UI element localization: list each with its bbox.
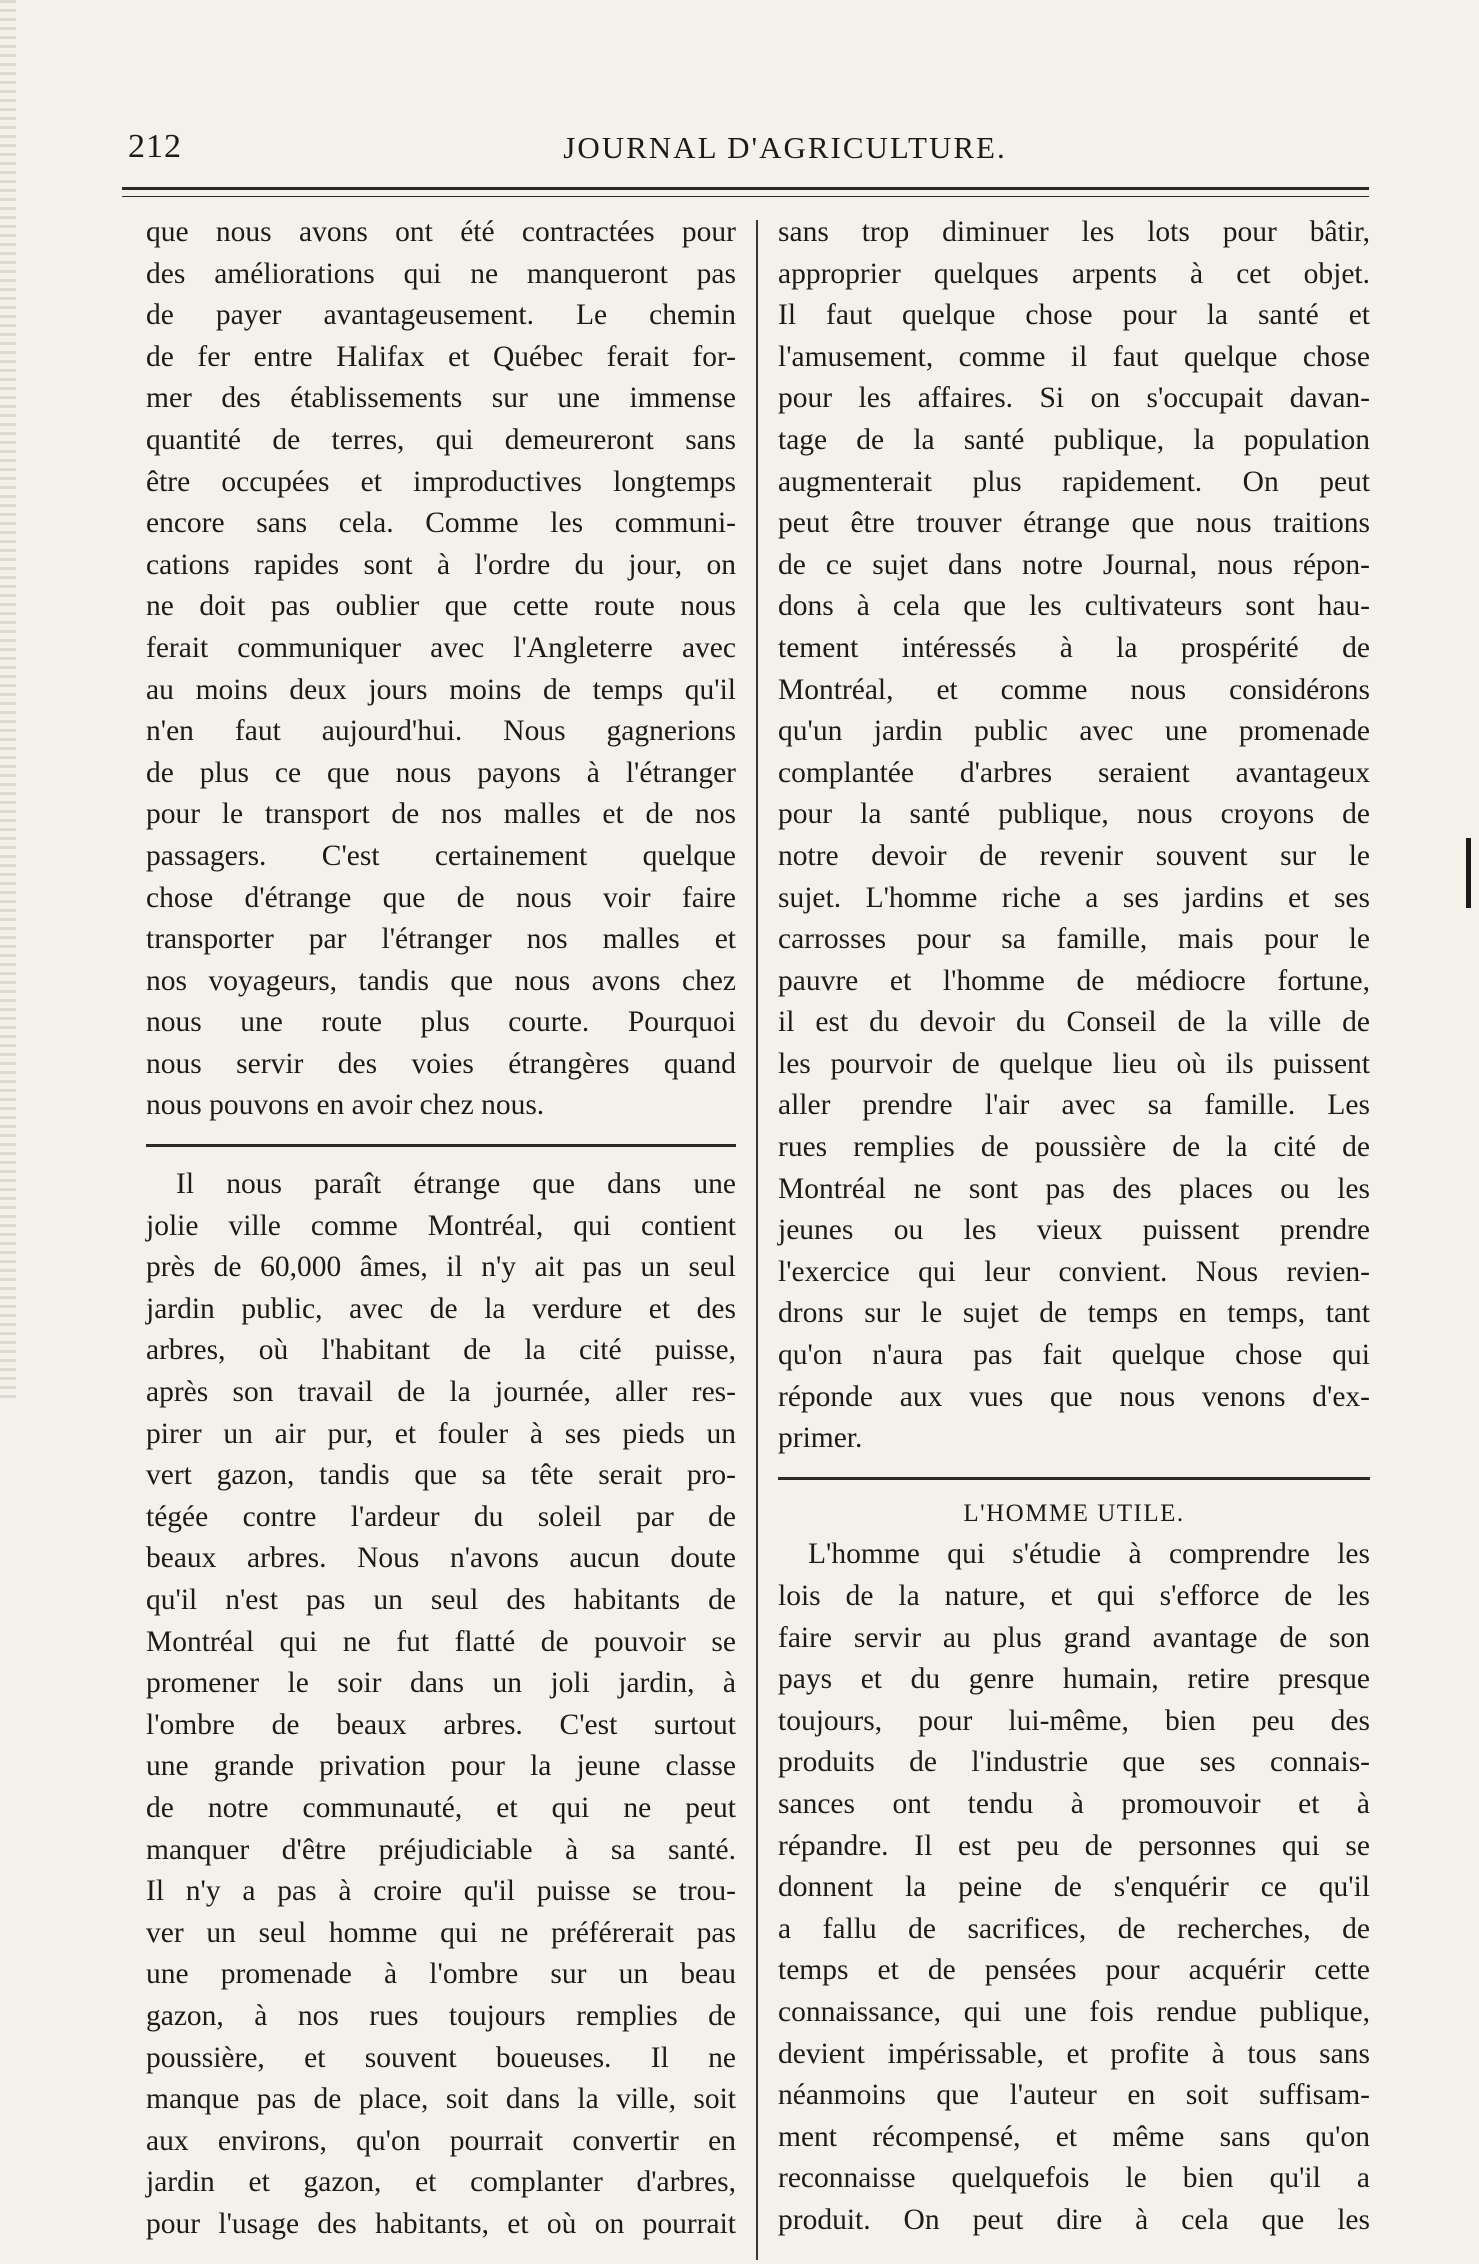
text-line: de ce sujet dans notre Journal, nous répon- bbox=[778, 548, 1370, 581]
text-line: pour l'usage des habitants, et où on pourrait bbox=[146, 2207, 736, 2240]
text-line: complantée d'arbres seraient avantageux bbox=[778, 756, 1370, 789]
text-line: l'exercice qui leur convient. Nous revien- bbox=[778, 1255, 1370, 1288]
text-line: Montréal, et comme nous considérons bbox=[778, 673, 1370, 706]
text-line: carrosses pour sa famille, mais pour le bbox=[778, 923, 1370, 956]
text-line: donnent la peine de s'enquérir ce qu'il bbox=[778, 1871, 1370, 1904]
text-line: au moins deux jours moins de temps qu'il bbox=[146, 673, 736, 706]
text-line: aux environs, qu'on pourrait convertir en bbox=[146, 2124, 736, 2157]
text-line: produits de l'industrie que ses connais- bbox=[778, 1746, 1370, 1779]
text-line: pour la santé publique, nous croyons de bbox=[778, 798, 1370, 831]
text-line: augmenterait plus rapidement. On peut bbox=[778, 465, 1370, 498]
text-line: poussière, et souvent boueuses. Il ne bbox=[146, 2041, 736, 2074]
text-line: arbres, où l'habitant de la cité puisse, bbox=[146, 1334, 736, 1367]
text-line: primer. bbox=[778, 1422, 863, 1455]
text-line: pauvre et l'homme de médiocre fortune, bbox=[778, 964, 1370, 997]
text-line: promener le soir dans un joli jardin, à bbox=[146, 1667, 736, 1700]
text-line: Montréal qui ne fut flatté de pouvoir se bbox=[146, 1625, 736, 1658]
text-line: l'amusement, comme il faut quelque chose bbox=[778, 340, 1370, 373]
text-line: temps et de pensées pour acquérir cette bbox=[778, 1954, 1370, 1987]
text-line: nous pouvons en avoir chez nous. bbox=[146, 1089, 545, 1122]
text-line: drons sur le sujet de temps en temps, tant bbox=[778, 1297, 1370, 1330]
text-line: pirer un air pur, et fouler à ses pieds un bbox=[146, 1417, 736, 1450]
text-line: produit. On peut dire à cela que les bbox=[778, 2203, 1370, 2236]
text-line: Il faut quelque chose pour la santé et bbox=[778, 299, 1370, 332]
article-subheading: L'HOMME UTILE. bbox=[963, 1499, 1185, 1527]
text-line: n'en faut aujourd'hui. Nous gagnerions bbox=[146, 715, 736, 748]
text-line: manque pas de place, soit dans la ville, soit bbox=[146, 2083, 736, 2116]
text-line: transporter par l'étranger nos malles et bbox=[146, 923, 736, 956]
text-line: quantité de terres, qui demeureront sans bbox=[146, 423, 736, 456]
text-line: toujours, pour lui-même, bien peu des bbox=[778, 1704, 1370, 1737]
text-line: l'ombre de beaux arbres. C'est surtout bbox=[146, 1708, 736, 1741]
text-line: des améliorations qui ne manqueront pas bbox=[146, 257, 736, 290]
text-line: nous servir des voies étrangères quand bbox=[146, 1047, 736, 1080]
text-line: qu'il n'est pas un seul des habitants de bbox=[146, 1584, 736, 1616]
header-rule-thin bbox=[122, 196, 1369, 197]
text-line: peut être trouver étrange que nous traitions bbox=[778, 507, 1370, 540]
text-line: dons à cela que les cultivateurs sont hau- bbox=[778, 590, 1370, 623]
text-line: Montréal ne sont pas des places ou les bbox=[778, 1172, 1370, 1205]
text-line: ferait communiquer avec l'Angleterre avec bbox=[146, 631, 736, 664]
page-number: 212 bbox=[128, 128, 182, 165]
text-line: chose d'étrange que de nous voir faire bbox=[146, 881, 736, 914]
text-line: après son travail de la journée, aller res- bbox=[146, 1376, 736, 1409]
text-line: être occupées et improductives longtemps bbox=[146, 465, 736, 498]
text-line: approprier quelques arpents à cet objet. bbox=[778, 257, 1370, 290]
text-line: il est du devoir du Conseil de la ville de bbox=[778, 1006, 1370, 1039]
text-line: rues remplies de poussière de la cité de bbox=[778, 1131, 1370, 1164]
text-line: jardin public, avec de la verdure et des bbox=[146, 1292, 736, 1325]
text-line: réponde aux vues que nous venons d'ex- bbox=[778, 1380, 1370, 1413]
text-line: beaux arbres. Nous n'avons aucun doute bbox=[146, 1542, 736, 1575]
header-rule-thick bbox=[122, 187, 1369, 190]
text-line: cations rapides sont à l'ordre du jour, on bbox=[146, 548, 736, 581]
column-divider bbox=[756, 220, 758, 2260]
text-line: ne doit pas oublier que cette route nous bbox=[146, 590, 736, 623]
text-line: de plus ce que nous payons à l'étranger bbox=[146, 756, 736, 789]
left-column bbox=[146, 212, 736, 2246]
margin-mark bbox=[1466, 838, 1471, 908]
right-column bbox=[778, 212, 1370, 2242]
text-line: jardin et gazon, et complanter d'arbres, bbox=[146, 2166, 736, 2199]
text-line: mer des établissements sur une immense bbox=[146, 382, 736, 415]
text-line: une promenade à l'ombre sur un beau bbox=[146, 1958, 736, 1991]
text-line: tage de la santé publique, la population bbox=[778, 423, 1370, 456]
text-line: que nous avons ont été contractées pour bbox=[146, 216, 736, 248]
text-line: devient impérissable, et profite à tous sans bbox=[778, 2037, 1370, 2070]
text-line: sances ont tendu à promouvoir et à bbox=[778, 1787, 1370, 1820]
text-line: faire servir au plus grand avantage de son bbox=[778, 1621, 1370, 1654]
text-line: répandre. Il est peu de personnes qui se bbox=[778, 1829, 1370, 1862]
text-line: encore sans cela. Comme les communi- bbox=[146, 507, 736, 540]
text-line: connaissance, qui une fois rendue publique, bbox=[778, 1995, 1370, 2028]
text-line: nos voyageurs, tandis que nous avons chez bbox=[146, 964, 736, 997]
scan-edge-noise bbox=[0, 0, 16, 1400]
text-line: L'homme qui s'étudie à comprendre les bbox=[808, 1538, 1370, 1571]
right-paragraph-useful-man bbox=[778, 1534, 1370, 2241]
text-line: près de 60,000 âmes, il n'y ait pas un seul bbox=[146, 1251, 736, 1284]
section-rule-left bbox=[146, 1144, 736, 1147]
text-line: manquer d'être préjudiciable à sa santé. bbox=[146, 1833, 736, 1866]
text-line: ver un seul homme qui ne préférerait pas bbox=[146, 1916, 736, 1949]
text-line: de payer avantageusement. Le chemin bbox=[146, 299, 736, 332]
text-line: jeunes ou les vieux puissent prendre bbox=[778, 1214, 1370, 1247]
text-line: qu'un jardin public avec une promenade bbox=[778, 715, 1370, 748]
left-paragraph-public-garden bbox=[146, 1164, 736, 2245]
text-line: sans trop diminuer les lots pour bâtir, bbox=[778, 216, 1370, 248]
text-line: jolie ville comme Montréal, qui contient bbox=[146, 1209, 736, 1242]
running-title: JOURNAL D'AGRICULTURE. bbox=[563, 130, 1007, 165]
text-line: aller prendre l'air avec sa famille. Les bbox=[778, 1089, 1370, 1122]
text-line: qu'on n'aura pas fait quelque chose qui bbox=[778, 1339, 1370, 1372]
text-line: les pourvoir de quelque lieu où ils puissent bbox=[778, 1047, 1370, 1080]
section-rule-right bbox=[778, 1477, 1370, 1480]
text-line: notre devoir de revenir souvent sur le bbox=[778, 839, 1370, 872]
text-line: de fer entre Halifax et Québec ferait for- bbox=[146, 340, 736, 373]
text-line: lois de la nature, et qui s'efforce de les bbox=[778, 1580, 1370, 1612]
text-line: néanmoins que l'auteur en soit suffisam- bbox=[778, 2079, 1370, 2112]
text-line: passagers. C'est certainement quelque bbox=[146, 839, 736, 872]
text-line: sujet. L'homme riche a ses jardins et ses bbox=[778, 881, 1370, 914]
text-line: vert gazon, tandis que sa tête serait pro- bbox=[146, 1459, 736, 1492]
text-line: tement intéressés à la prospérité de bbox=[778, 631, 1370, 664]
text-line: reconnaisse quelquefois le bien qu'il a bbox=[778, 2162, 1370, 2195]
right-paragraph-public-health bbox=[778, 212, 1370, 1460]
text-line: ment récompensé, et même sans qu'on bbox=[778, 2120, 1370, 2153]
text-line: de notre communauté, et qui ne peut bbox=[146, 1791, 736, 1824]
text-line: nous une route plus courte. Pourquoi bbox=[146, 1006, 736, 1039]
text-line: a fallu de sacrifices, de recherches, de bbox=[778, 1912, 1370, 1945]
text-line: gazon, à nos rues toujours remplies de bbox=[146, 1999, 736, 2032]
text-line: pour les affaires. Si on s'occupait davan- bbox=[778, 382, 1370, 415]
text-line: une grande privation pour la jeune classe bbox=[146, 1750, 736, 1783]
text-line: pour le transport de nos malles et de nos bbox=[146, 798, 736, 831]
text-line: tégée contre l'ardeur du soleil par de bbox=[146, 1500, 736, 1533]
text-line: Il n'y a pas à croire qu'il puisse se trou- bbox=[146, 1875, 736, 1908]
text-line: Il nous paraît étrange que dans une bbox=[176, 1168, 736, 1201]
left-paragraph-railway bbox=[146, 212, 736, 1127]
text-line: pays et du genre humain, retire presque bbox=[778, 1663, 1370, 1696]
